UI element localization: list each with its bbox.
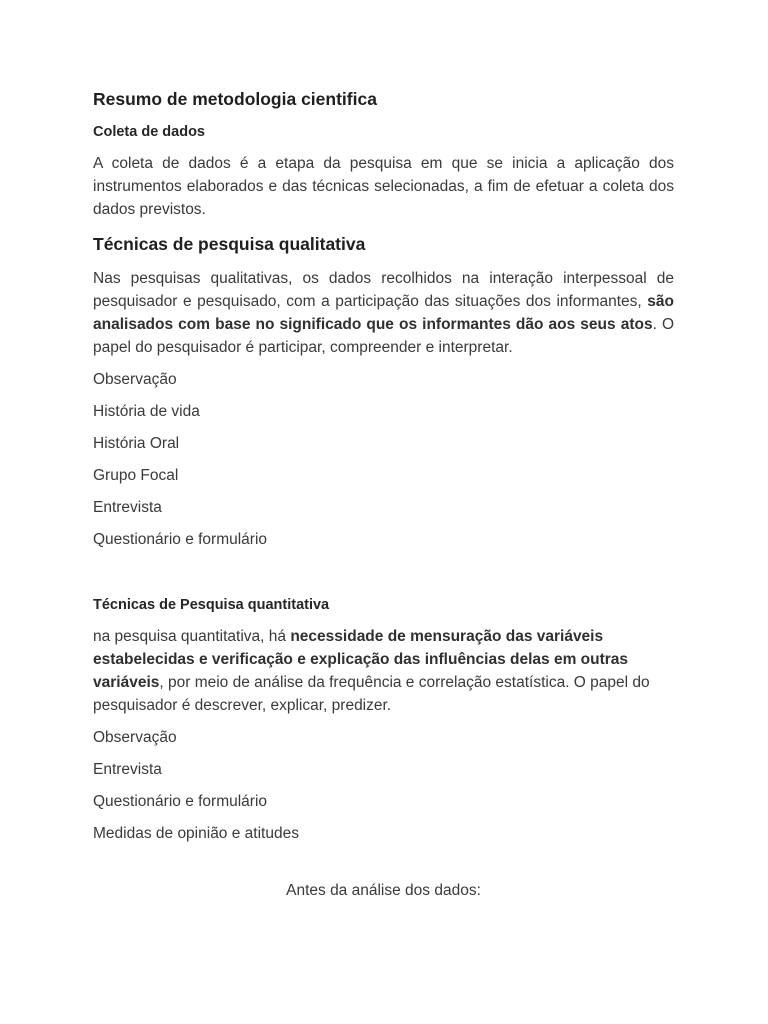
paragraph-qualitativa-bold: são analisados com base no significado que os informantes dão aos seus atos xyxy=(93,293,674,333)
document-page xyxy=(93,86,674,902)
paragraph-qualitativa-text-before: Nas pesquisas qualitativas, os dados recolhidos na interação interpessoal de pesquisador e pesquisado, com a participação das situações dos informantes, xyxy=(93,270,674,310)
footer-heading: Antes da análise dos dados: xyxy=(286,882,481,899)
paragraph-quantitativa-bold: necessidade de mensuração das variáveis estabelecidas e verificação e explicação das influências delas em outras variáveis xyxy=(93,628,629,691)
list-item: Observação xyxy=(93,729,177,746)
paragraph-qualitativa-text-after: . O papel do pesquisador é participar, compreender e interpretar. xyxy=(93,316,675,356)
paragraph-quantitativa xyxy=(93,625,674,717)
list-item: Observação xyxy=(93,371,177,388)
blank-line xyxy=(93,551,674,585)
paragraph-quantitativa-text-before: na pesquisa quantitativa, há xyxy=(93,628,291,645)
document-title: Resumo de metodologia cientifica xyxy=(93,89,377,109)
section-heading-coleta: Coleta de dados xyxy=(93,124,205,140)
list-item: Medidas de opinião e atitudes xyxy=(93,825,299,842)
list-item: Questionário e formulário xyxy=(93,793,268,810)
section-heading-quantitativa: Técnicas de Pesquisa quantitativa xyxy=(93,597,330,613)
list-item: Entrevista xyxy=(93,499,162,516)
list-item: Questionário e formulário xyxy=(93,531,268,548)
list-qualitativa xyxy=(93,369,674,551)
paragraph-coleta: A coleta de dados é a etapa da pesquisa em que se inicia a aplicação dos instrumentos elaborados e das técnicas selecionadas, a fim de efetuar a coleta dos dados previstos. xyxy=(93,155,674,218)
paragraph-quantitativa-text-after: , por meio de análise da frequência e correlação estatística. O papel do pesquisador é descrever, explicar, predizer. xyxy=(93,674,650,714)
list-item: História Oral xyxy=(93,435,180,452)
list-item: Grupo Focal xyxy=(93,467,179,484)
list-item: História de vida xyxy=(93,403,200,420)
blank-line xyxy=(93,845,674,879)
paragraph-qualitativa xyxy=(93,267,674,359)
list-quantitativa xyxy=(93,727,674,845)
list-item: Entrevista xyxy=(93,761,162,778)
section-heading-qualitativa: Técnicas de pesquisa qualitativa xyxy=(93,234,366,254)
